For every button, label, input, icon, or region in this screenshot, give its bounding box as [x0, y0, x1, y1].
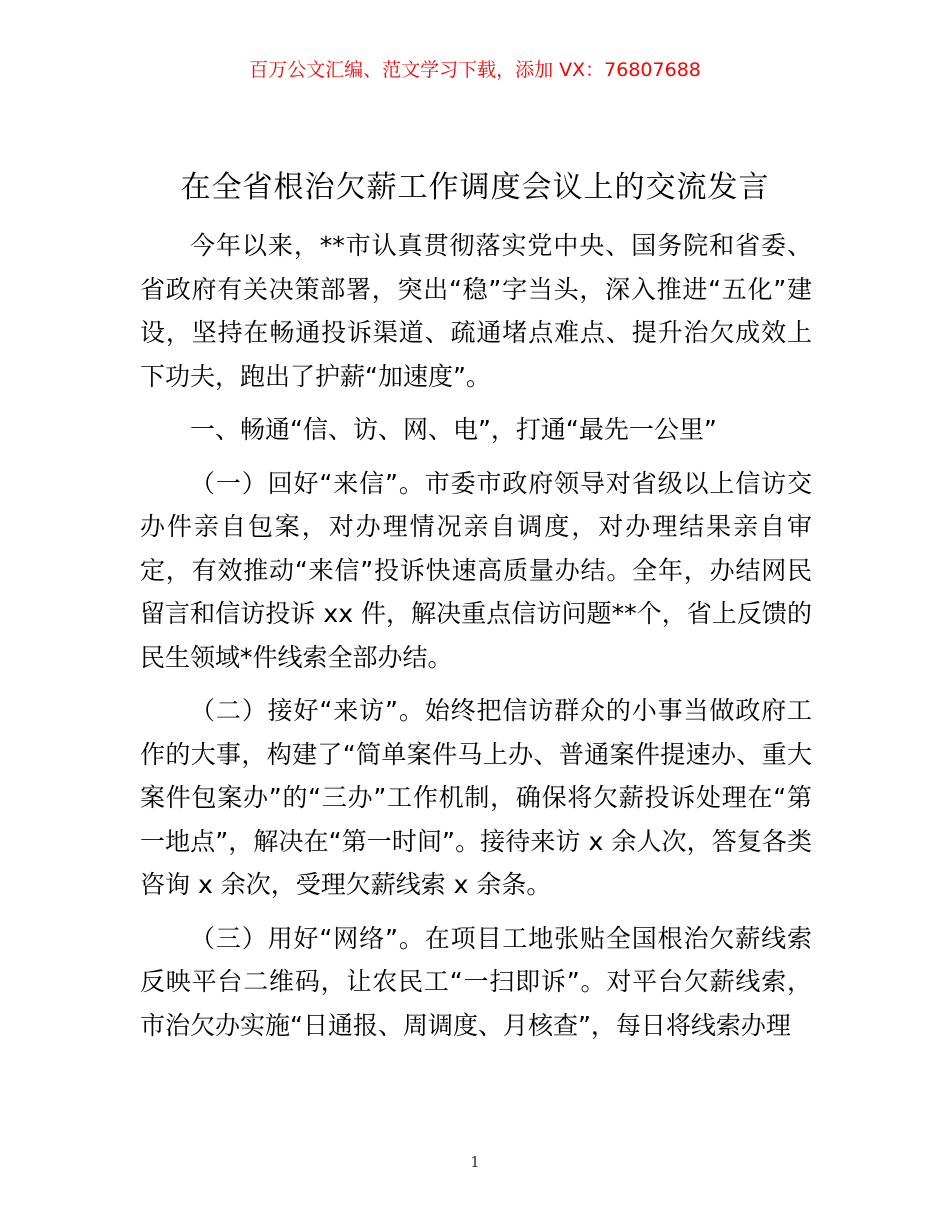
document-body: [140, 224, 812, 1057]
header-banner: 百万公文汇编、范文学习下载，添加 VX：76807688: [249, 59, 701, 81]
body-paragraph: （一）回好“来信”。市委市政府领导对省级以上信访交办件亲自包案，对办理情况亲自调度，对办理结果亲自审定，有效推动“来信”投诉快速高质量办结。全年，办结网民留言和信访投诉 xx 件，解决重点信访问题**个，省上反馈的民生领域*件线索全部办结。: [140, 468, 812, 672]
body-paragraph: （二）接好“来访”。始终把信访群众的小事当做政府工作的大事，构建了“简单案件马上办、普通案件提速办、重大案件包案办”的“三办”工作机制，确保将欠薪投诉处理在“第一地点”，解决在“第一时间”。接待来访 x 余人次，答复各类咨询 x 余次，受理欠薪线索 x 余条。: [140, 696, 812, 899]
document-title: 在全省根治欠薪工作调度会议上的交流发言: [180, 170, 770, 205]
intro-paragraph: 今年以来，**市认真贯彻落实党中央、国务院和省委、省政府有关决策部署，突出“稳”字当头，深入推进“五化”建设，坚持在畅通投诉渠道、疏通堵点难点、提升治欠成效上下功夫，跑出了护薪“加速度”。: [140, 231, 812, 391]
page-number: 1: [470, 1153, 480, 1171]
section-heading: 一、畅通“信、访、网、电”，打通“最先一公里”: [190, 415, 717, 444]
body-paragraph: （三）用好“网络”。在项目工地张贴全国根治欠薪线索反映平台二维码，让农民工“一扫即诉”。对平台欠薪线索，市治欠办实施“日通报、周调度、月核查”，每日将线索办理: [140, 923, 812, 1040]
